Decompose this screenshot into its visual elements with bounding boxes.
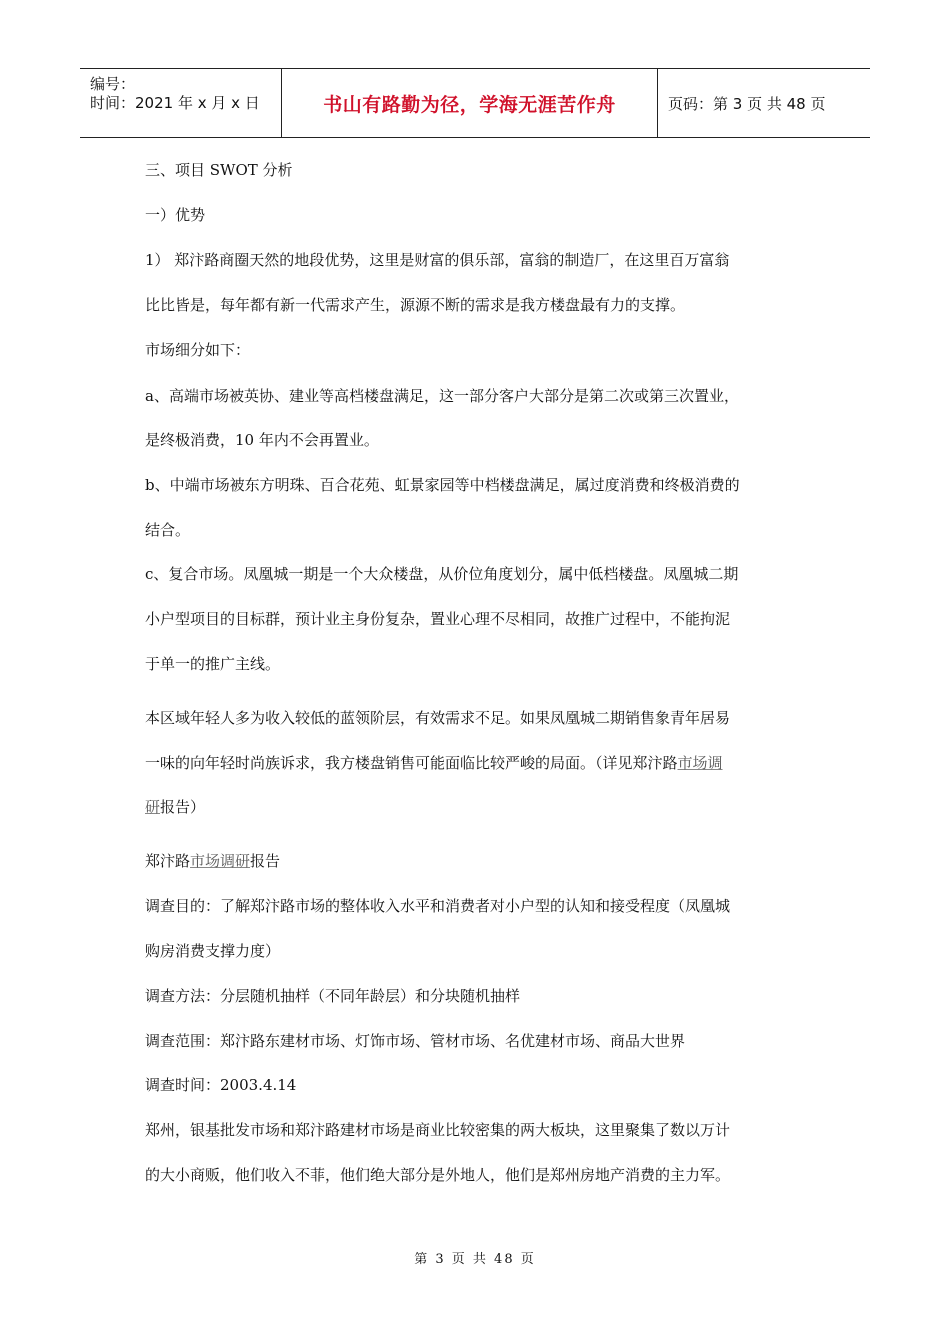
- report-title-suffix: 报告: [250, 852, 281, 870]
- market-research-link[interactable]: 市场调研: [190, 852, 251, 870]
- document-time-label: 时间：2021 年 x 月 x 日: [90, 94, 260, 112]
- paragraph-text: 报告）: [160, 798, 206, 816]
- paragraph-text: 一味的向年轻时尚族诉求，我方楼盘销售可能面临比较严峻的局面。（详见郑汴路: [145, 754, 678, 772]
- paragraph-line: b、中端市场被东方明珠、百合花苑、虹景家园等中档楼盘满足，属过度消费和终极消费的: [145, 476, 740, 494]
- survey-scope: 调查范围：郑汴路东建材市场、灯饰市场、管材市场、名优建材市场、商品大世界: [145, 1032, 686, 1050]
- header-motto-cell: [282, 69, 658, 137]
- subsection-title: 一）优势: [145, 206, 206, 224]
- survey-purpose: 购房消费支撑力度）: [145, 942, 281, 960]
- paragraph-line: 本区域年轻人多为收入较低的蓝领阶层，有效需求不足。如果凤凰城二期销售象青年居易: [145, 709, 731, 727]
- page-footer: 第 3 页 共 48 页: [414, 1252, 536, 1267]
- report-title: [145, 854, 810, 869]
- market-research-link[interactable]: 研: [145, 798, 161, 816]
- paragraph-line: [145, 756, 810, 771]
- paragraph-line: 是终极消费，10 年内不会再置业。: [145, 431, 379, 449]
- paragraph-line: c、复合市场。凤凰城一期是一个大众楼盘，从价位角度划分，属中低档楼盘。凤凰城二期: [145, 565, 739, 583]
- document-number-label: 编号：: [90, 75, 136, 93]
- header-page-cell: [658, 69, 870, 137]
- market-research-link[interactable]: 市场调: [677, 754, 723, 772]
- document-header: [80, 68, 870, 138]
- paragraph-line: 结合。: [145, 521, 191, 539]
- header-meta-cell: [80, 69, 282, 137]
- paragraph-line: [145, 800, 810, 815]
- report-title-prefix: 郑汴路: [145, 852, 191, 870]
- paragraph-line: 1） 郑汴路商圈天然的地段优势，这里是财富的俱乐部，富翁的制造厂，在这里百万富翁: [145, 251, 730, 269]
- paragraph-line: 郑州，银基批发市场和郑汴路建材市场是商业比较密集的两大板块，这里聚集了数以万计: [145, 1121, 731, 1139]
- header-motto: 书山有路勤为径，学海无涯苦作舟: [323, 93, 616, 116]
- paragraph-line: 比比皆是，每年都有新一代需求产生，源源不断的需求是我方楼盘最有力的支撑。: [145, 296, 686, 314]
- paragraph-line: 于单一的推广主线。: [145, 655, 281, 673]
- survey-method: 调查方法：分层随机抽样（不同年龄层）和分块随机抽样: [145, 987, 521, 1005]
- paragraph-line: 的大小商贩，他们收入不菲，他们绝大部分是外地人，他们是郑州房地产消费的主力军。: [145, 1166, 731, 1184]
- survey-purpose: 调查目的：了解郑汴路市场的整体收入水平和消费者对小户型的认知和接受程度（凤凰城: [145, 897, 731, 915]
- section-title: 三、项目 SWOT 分析: [145, 161, 293, 179]
- paragraph-line: a、高端市场被英协、建业等高档楼盘满足，这一部分客户大部分是第二次或第三次置业，: [145, 387, 739, 405]
- header-page-code: 页码：第 3 页 共 48 页: [668, 94, 826, 113]
- market-segment-title: 市场细分如下：: [145, 341, 251, 359]
- paragraph-line: 小户型项目的目标群，预计业主身份复杂，置业心理不尽相同，故推广过程中，不能拘泥: [145, 610, 731, 628]
- survey-time: 调查时间：2003.4.14: [145, 1076, 297, 1094]
